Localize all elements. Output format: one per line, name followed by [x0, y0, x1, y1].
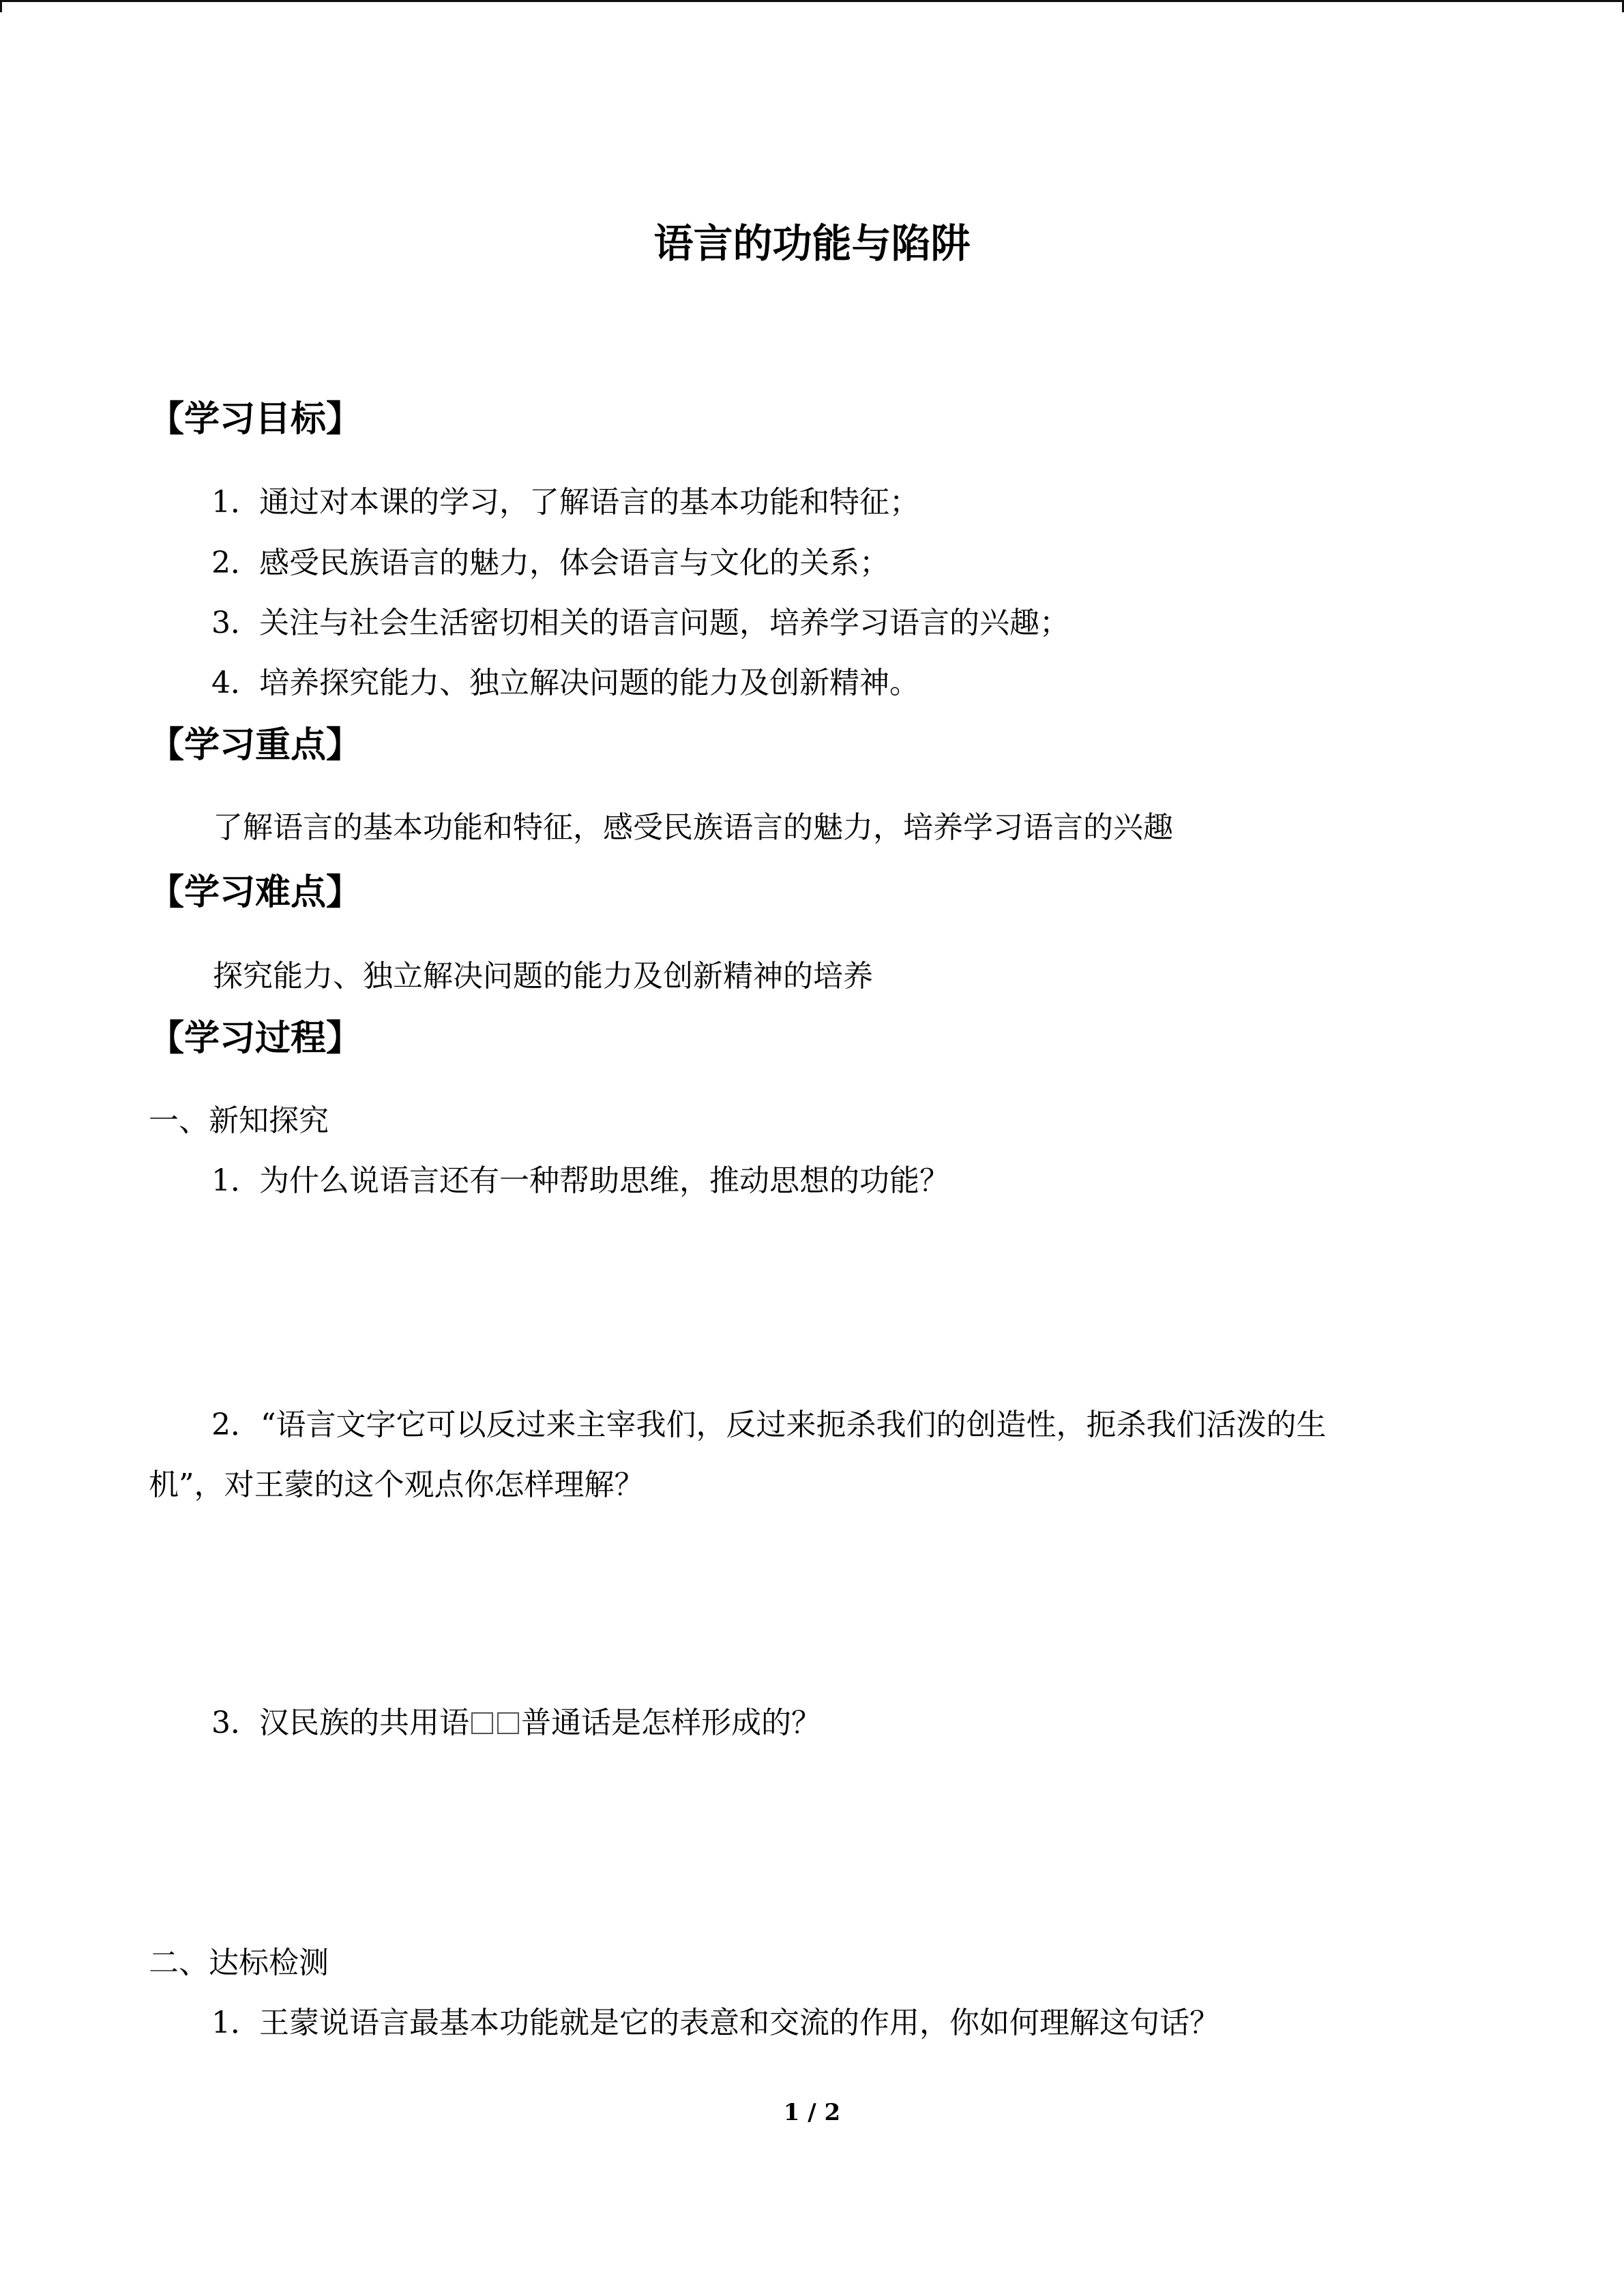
question-number: 1． — [211, 2006, 261, 2040]
part1-question-2-line2: 机”，对王蒙的这个观点你怎样理解？ — [149, 1467, 645, 1502]
objective-item-4 — [211, 658, 919, 702]
item-number: 4． — [211, 666, 261, 700]
page-top-border — [0, 0, 1624, 2]
item-text: 培养探究能力、独立解决问题的能力及创新精神。 — [259, 666, 919, 700]
item-text: 关注与社会生活密切相关的语言问题，培养学习语言的兴趣； — [259, 606, 1069, 640]
question-number: 3． — [211, 1705, 261, 1740]
page-number: 1 / 2 — [783, 2099, 841, 2126]
part1-label: 一、新知探究 — [149, 1103, 329, 1138]
question-text-before: 汉民族的共用语 — [259, 1705, 469, 1740]
item-number: 2． — [211, 546, 261, 580]
part2-question-1 — [211, 1998, 1220, 2042]
part2-label: 二、达标检测 — [149, 1945, 329, 1980]
heading-objectives: 【学习目标】 — [149, 399, 362, 440]
objective-item-3 — [211, 598, 1069, 642]
document-title: 语言的功能与陷阱 — [653, 220, 971, 267]
heading-difficulties: 【学习难点】 — [149, 872, 362, 913]
missing-glyph-box — [497, 1712, 519, 1734]
question-text: 为什么说语言还有一种帮助思维，推动思想的功能？ — [259, 1163, 949, 1198]
part1-question-2-line1 — [211, 1400, 1327, 1444]
item-number: 3． — [211, 606, 261, 640]
question-number: 1． — [211, 1163, 261, 1198]
key-points-text: 了解语言的基本功能和特征，感受民族语言的魅力，培养学习语言的兴趣 — [213, 810, 1173, 845]
question-text: 王蒙说语言最基本功能就是它的表意和交流的作用，你如何理解这句话？ — [259, 2006, 1220, 2040]
page-corner-mark-left — [0, 0, 2, 12]
item-text: 感受民族语言的魅力，体会语言与文化的关系； — [259, 546, 889, 580]
objective-item-2 — [211, 538, 889, 582]
item-number: 1． — [211, 485, 261, 520]
question-text: “语言文字它可以反过来主宰我们，反过来扼杀我们的创造性，扼杀我们活泼的生 — [261, 1407, 1327, 1442]
part1-question-3 — [211, 1698, 821, 1742]
heading-key-points: 【学习重点】 — [149, 725, 362, 766]
question-number: 2． — [211, 1407, 261, 1442]
missing-glyph-box — [471, 1712, 493, 1734]
question-text-after: 普通话是怎样形成的？ — [521, 1705, 821, 1740]
item-text: 通过对本课的学习，了解语言的基本功能和特征； — [259, 485, 919, 520]
difficulties-text: 探究能力、独立解决问题的能力及创新精神的培养 — [213, 959, 873, 994]
heading-process: 【学习过程】 — [149, 1018, 362, 1059]
objective-item-1 — [211, 477, 919, 521]
part1-question-1 — [211, 1156, 949, 1199]
